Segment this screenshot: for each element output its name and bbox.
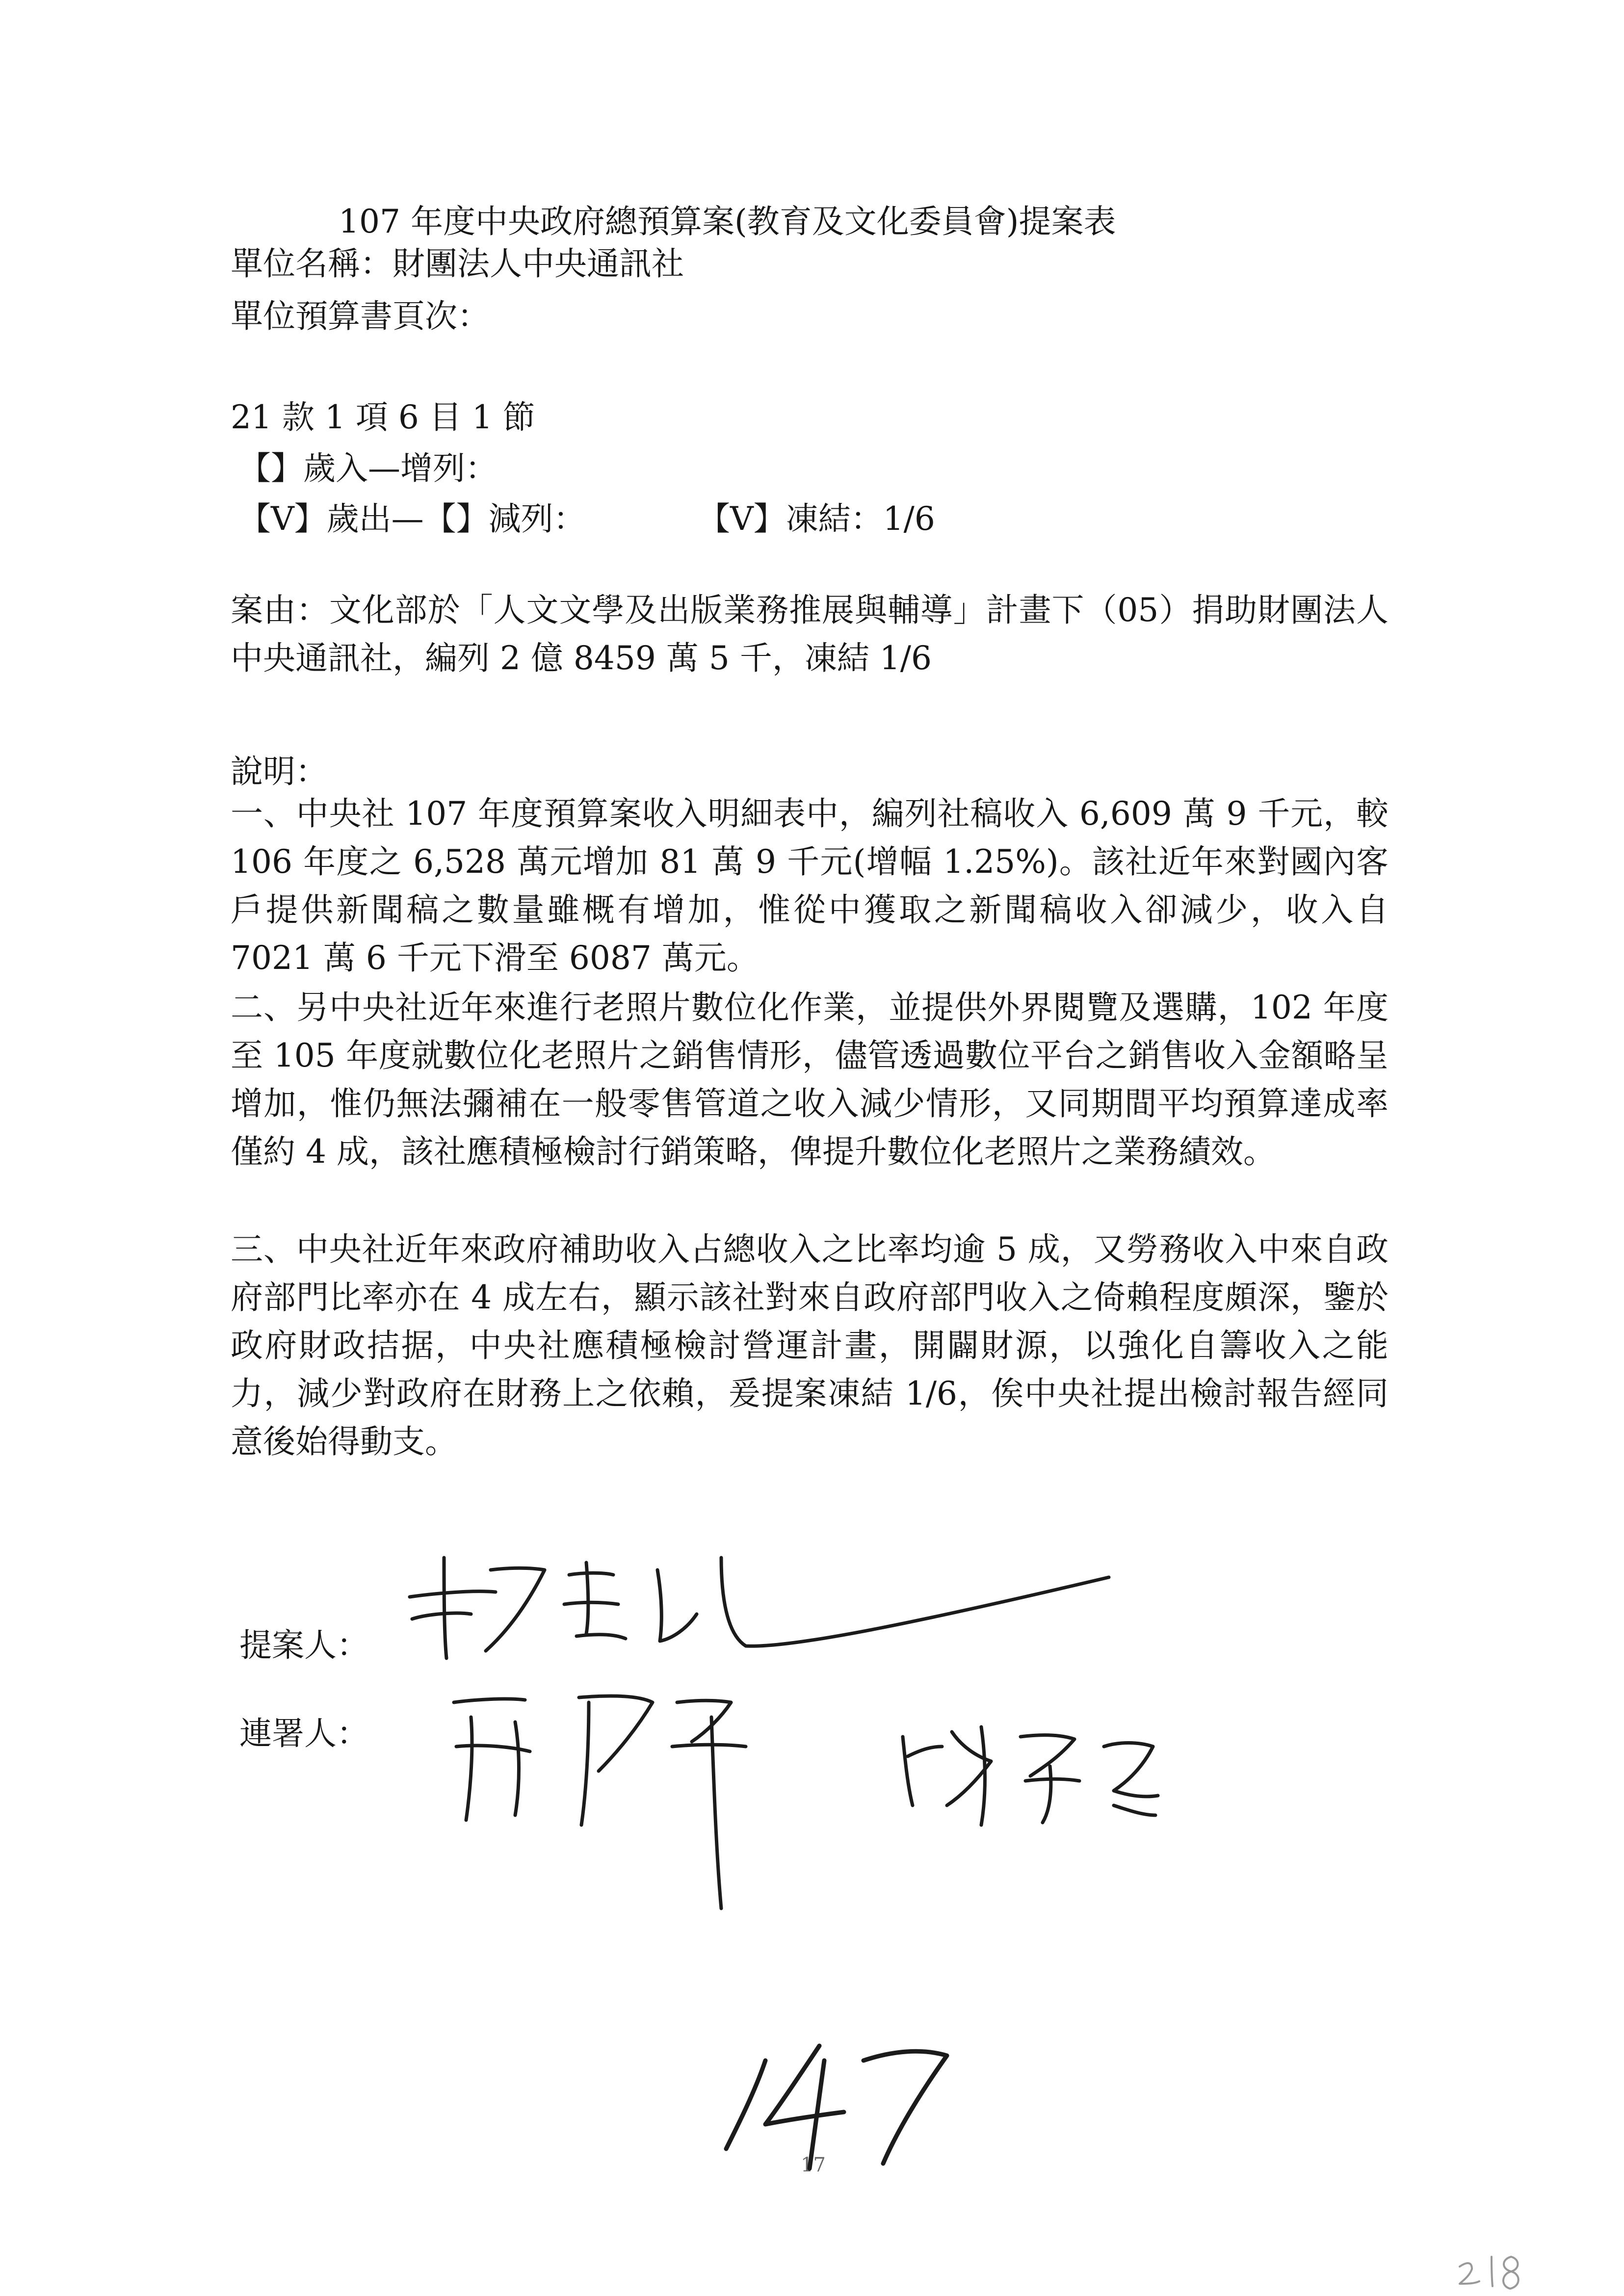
freeze-line: 【V】凍結：1/6 [698,500,935,538]
cosigner-signature-2 [903,1727,1158,1825]
unit-name: 單位名稱：財團法人中央通訊社 [231,245,684,283]
handwritten-page-number [726,2046,947,2168]
reason-paragraph: 案由：文化部於「人文文學及出版業務推展與輔導」計畫下（05）捐助財團法人中央通訊社，編列 2 億 8459 萬 5 千，凍結 1/6 [231,591,1388,677]
cosigner-label: 連署人： [239,1715,369,1752]
budget-section: 21 款 1 項 6 目 1 節 [231,398,535,436]
explanation-label: 說明： [231,753,328,790]
document-title: 107 年度中央政府總預算案(教育及文化委員會)提案表 [339,203,1116,240]
proposer-signature [410,1558,1109,1658]
expenditure-line: 【V】歲出—【】減列： [238,500,586,538]
explanation-item-1: 一、中央社 107 年度預算案收入明細表中，編列社稿收入 6,609 萬 9 千元，較 106 年度之 6,528 萬元增加 81 萬 9 千元(增幅 1.25%)。該社近年來對國內客戶提供新聞稿之數量雖概有增加，惟從中獲取之新聞稿收入卻減少，收入自 7021 萬 6 千元下滑至 6087 萬元。 [231,795,1388,977]
revenue-line: 【】歲入—增列： [238,449,498,487]
explanation-item-3: 三、中央社近年來政府補助收入占總收入之比率均逾 5 成，又勞務收入中來自政府部門比率亦在 4 成左右，顯示該社對來自政府部門收入之倚賴程度頗深，鑒於政府財政拮据，中央社應積極檢討營運計畫，開闢財源，以強化自籌收入之能力，減少對政府在財務上之依賴，爰提案凍結 1/6，俟中央社提出檢討報告經同意後始得動支。 [231,1230,1388,1461]
proposer-label: 提案人： [239,1626,369,1664]
printed-page-number: 17 [801,2154,826,2176]
cosigner-signature-1 [454,1696,746,1908]
budget-page: 單位預算書頁次： [231,297,490,335]
corner-mark [1460,2257,1519,2289]
explanation-item-2: 二、另中央社近年來進行老照片數位化作業，並提供外界閱覽及選購，102 年度至 105 年度就數位化老照片之銷售情形，儘管透過數位平台之銷售收入金額略呈增加，惟仍無法彌補在一般零售管道之收入減少情形，又同期間平均預算達成率僅約 4 成，該社應積極檢討行銷策略，俾提升數位化老照片之業務績效。 [231,989,1388,1171]
